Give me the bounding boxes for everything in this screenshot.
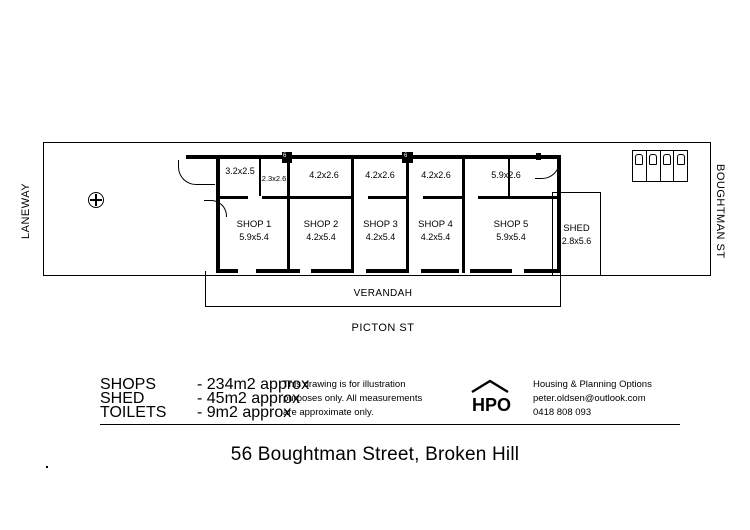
legend-contact [533, 378, 652, 420]
legend-term-toilets: TOILETS [100, 404, 167, 421]
svg-text:HPO: HPO [472, 395, 512, 415]
legend-disclaimer [283, 378, 422, 420]
contact-company: Housing & Planning Options [533, 379, 652, 390]
toilet-cubicle [674, 151, 687, 181]
legend-terms [100, 378, 166, 420]
rear-room-dim-2: 2.3x2.6 [261, 174, 287, 183]
wall-mid-a [216, 196, 248, 199]
legend-term-shops: SHOPS [100, 376, 157, 393]
street-label-picton: PICTON ST [351, 322, 415, 334]
wall-rear-b [290, 155, 404, 159]
room-shop-3-label: SHOP 3 [363, 219, 398, 230]
rear-room-dim-6: 5.9x2.6 [491, 170, 521, 180]
room-shop-4-label: SHOP 4 [418, 219, 453, 230]
rear-mark-number-2: 6 [404, 153, 408, 159]
room-shop-1-label: SHOP 1 [236, 219, 272, 230]
room-shop-2 [290, 218, 352, 244]
street-label-boughtman: BOUGHTMAN ST [714, 164, 726, 259]
disclaimer-line-3: are approximate only. [283, 407, 374, 418]
toilet-cubicle [647, 151, 661, 181]
room-shed-label: SHED [563, 223, 590, 234]
room-shop-1 [220, 218, 288, 244]
rear-room-dim-4: 4.2x2.6 [365, 170, 395, 180]
room-shop-2-dim: 4.2x5.4 [306, 232, 336, 242]
room-shop-5-dim: 5.9x5.4 [496, 232, 526, 242]
legend-area-toilets: - 9m2 approx [197, 404, 292, 421]
rear-opening-mark-3 [536, 153, 541, 160]
room-shop-2-label: SHOP 2 [303, 219, 339, 230]
disclaimer-line-1: This drawing is for illustration [283, 379, 406, 390]
wall-mid-f [478, 196, 561, 199]
toilet-cubicle [661, 151, 675, 181]
wall-party-1 [287, 155, 290, 273]
corner-dot [46, 466, 48, 468]
hpo-logo-icon [468, 378, 512, 416]
room-shop-5 [466, 218, 556, 244]
wall-mid-b [262, 196, 308, 199]
wall-rear-a [186, 155, 282, 159]
room-shed [552, 222, 601, 248]
rear-room-dim-1: 3.2x2.5 [225, 166, 255, 176]
contact-phone: 0418 808 093 [533, 407, 592, 418]
rear-mark-number-1: 6 [283, 153, 287, 159]
room-shop-4-dim: 4.2x5.4 [420, 232, 451, 242]
room-shop-5-label: SHOP 5 [493, 219, 529, 230]
room-shop-3 [354, 218, 407, 244]
wall-mid-d [368, 196, 407, 199]
disclaimer-line-2: purposes only. All measurements [283, 393, 423, 404]
rear-room-dim-5: 4.2x2.6 [421, 170, 451, 180]
legend-term-shed: SHED [100, 390, 145, 407]
wall-mid-c [308, 196, 352, 199]
north-point-icon [88, 192, 104, 208]
street-label-laneway: LANEWAY [20, 182, 32, 240]
legend-divider [100, 424, 680, 425]
toilet-cubicle [633, 151, 647, 181]
wall-mid-e [423, 196, 462, 199]
site-boundary [43, 142, 711, 276]
verandah-label: VERANDAH [353, 288, 413, 299]
room-shop-3-dim: 4.2x5.4 [365, 232, 396, 242]
toilets-block [632, 150, 688, 182]
legend-area-shops: - 234m2 approx [197, 376, 310, 393]
room-shed-dim: 2.8x5.6 [561, 236, 592, 246]
legend-area-shed: - 45m2 approx [197, 390, 301, 407]
room-shop-4 [409, 218, 462, 244]
page-title: 56 Boughtman Street, Broken Hill [230, 444, 520, 465]
rear-room-dim-3: 4.2x2.6 [309, 170, 339, 180]
contact-email[interactable]: peter.oldsen@outlook.com [533, 393, 646, 404]
room-shop-1-dim: 5.9x5.4 [239, 232, 269, 242]
